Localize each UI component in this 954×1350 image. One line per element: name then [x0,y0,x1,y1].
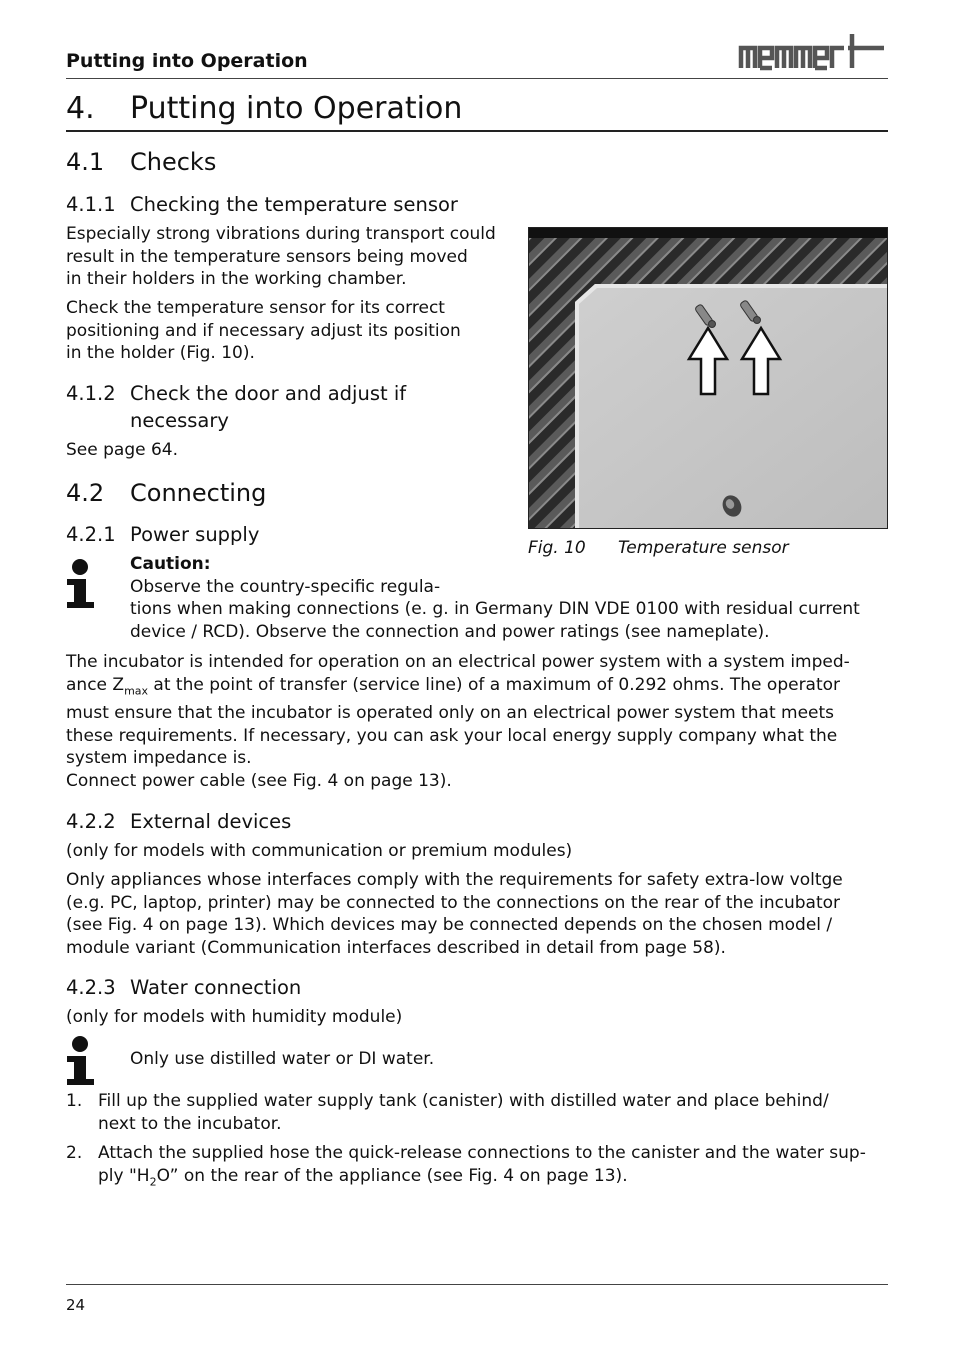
info-icon [64,1035,98,1085]
info-distilled-water: Only use distilled water or DI water. [130,1049,435,1069]
chapter-rule [66,130,888,132]
footer-rule [66,1284,888,1285]
note-humidity-module: (only for models with humidity module) [66,1007,403,1027]
info-icon [64,558,98,608]
chapter-heading [66,90,462,128]
subsection-heading-external-devices: 4.2.2 External devices [66,810,292,833]
temperature-sensor-photo [529,228,888,529]
figure-temperature-sensor [528,227,888,529]
list-item-step-2: 2. Attach the supplied hose the quick-release connections to the canister and the water sup- ply "$H_2O$” on the rear of the appliance (see Fig. 4 on page 13). [66,1143,866,1188]
section-heading-checks: 4.1 Checks [66,148,217,176]
memmert-logo [738,32,888,72]
figure-caption: Fig. 10 Temperature sensor [528,538,789,558]
running-header: Putting into Operation [66,50,308,72]
caution-block: Caution: Observe the country-specific regula- tions when making connections (e. g. in Germany DIN VDE 0100 with residual current device / RCD). Observe the connection and power ratings (see nameplate). [130,554,860,642]
chapter-title: Putting into Operation [130,91,463,126]
caution-title: Caution: [130,554,211,574]
paragraph-connect-cable: Connect power cable (see Fig. 4 on page 13). [66,771,452,791]
paragraph-interfaces: Only appliances whose interfaces comply with the requirements for safety extra-low voltge (e.g. PC, laptop, printer) may be connected to the connections on the rear of the incubator (see Fig. 4 on page 13). Which devices may be connected depends on the chosen model / module variant (Communication interfaces described in detail from page 58). [66,870,843,958]
subsection-heading-water-connection: 4.2.3 Water connection [66,976,302,999]
section-heading-connecting: 4.2 Connecting [66,479,267,507]
note-communication-modules: (only for models with communication or premium modules) [66,841,573,861]
paragraph-system-impedance: The incubator is intended for operation on an electrical power system with a system imped- ance $Z_{max}$ at the point of transfer (service line) of a maximum of 0.292 ohms. The operator must ensure that the incubator is operated only on an electrical power system that meets these requirements. If necessary, you can ask your local energy supply company what the system impedance is. [66,652,850,769]
page-number: 24 [66,1296,86,1314]
subsection-heading-temperature-sensor: 4.1.1 Checking the temperature sensor [66,193,458,216]
subsection-heading-door: 4.1.2 Check the door and adjust if necessary [66,382,407,432]
subsection-heading-power-supply: 4.2.1 Power supply [66,523,260,546]
header-rule [66,78,888,79]
paragraph-check-sensor: Check the temperature sensor for its correct positioning and if necessary adjust its position in the holder (Fig. 10). [66,298,461,363]
paragraph-see-page: See page 64. [66,440,179,460]
list-item-step-1: 1. Fill up the supplied water supply tank (canister) with distilled water and place behind/ next to the incubator. [66,1091,829,1134]
chapter-number: 4. [66,91,95,126]
paragraph-vibrations: Especially strong vibrations during transport could result in the temperature sensors being moved in their holders in the working chamber. [66,224,496,289]
